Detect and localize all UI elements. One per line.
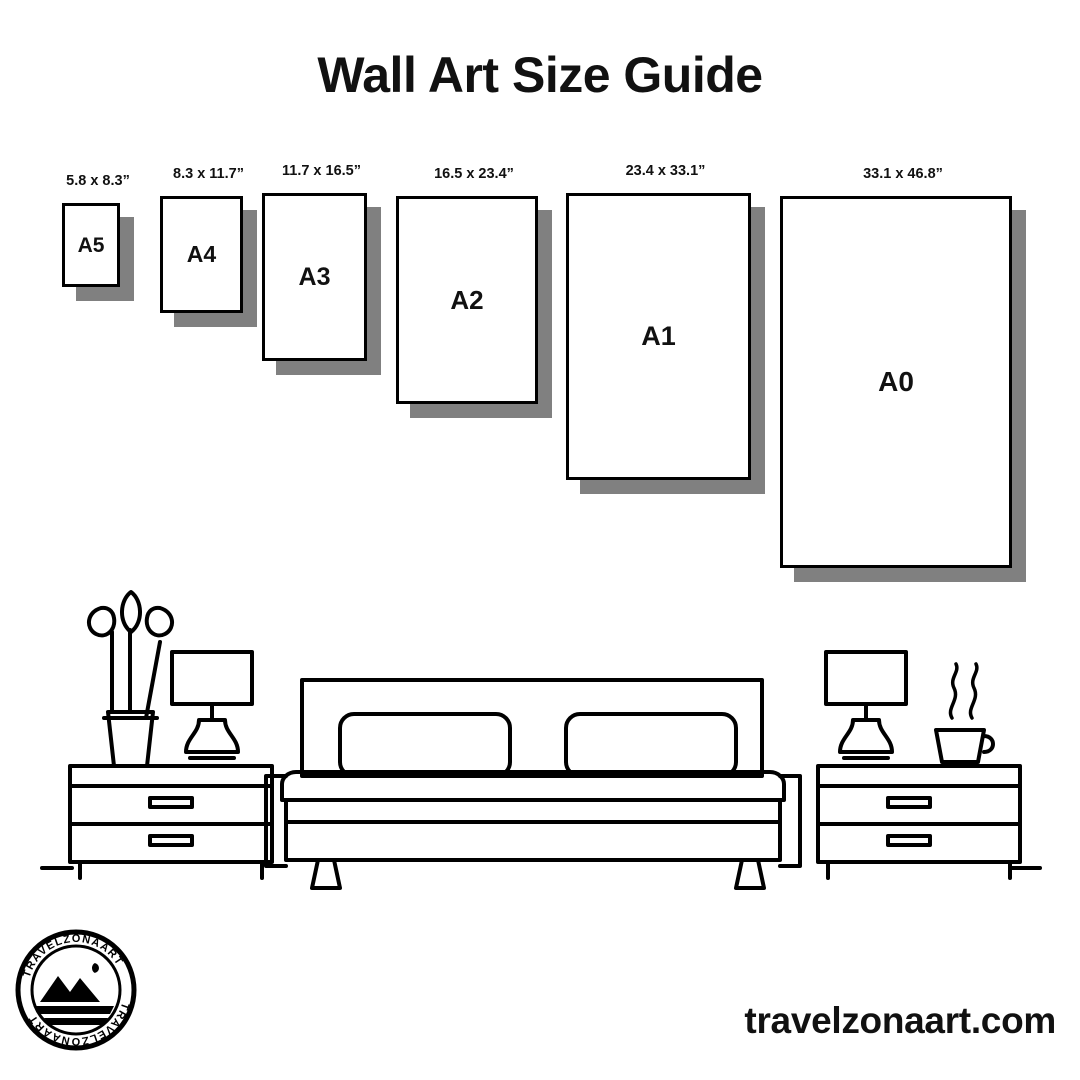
frame-a4[interactable] xyxy=(160,196,243,313)
frame-size-label: A2 xyxy=(450,285,484,315)
table-lamp-left-icon xyxy=(172,652,252,758)
nightstand-left-icon xyxy=(70,766,272,878)
frame-group-a5 xyxy=(62,173,134,301)
frame-dimension-label: 11.7 x 16.5” xyxy=(281,163,361,179)
bed-icon xyxy=(266,680,800,888)
frame-group-a1 xyxy=(566,163,765,494)
frame-size-label: A1 xyxy=(641,321,676,351)
brand-logo xyxy=(14,928,138,1052)
frame-group-a0 xyxy=(780,166,1026,582)
pillow-left-icon xyxy=(340,714,510,776)
pillow-right-icon xyxy=(566,714,736,776)
frame-size-label: A4 xyxy=(186,241,217,267)
logo-arc-text-top: TRAVELZONAART xyxy=(20,932,126,980)
frame-size-label: A0 xyxy=(878,366,914,397)
page-title: Wall Art Size Guide xyxy=(317,47,763,103)
frame-a3[interactable] xyxy=(262,193,367,361)
frame-size-label: A5 xyxy=(77,233,105,257)
frame-dimension-label: 23.4 x 33.1” xyxy=(625,163,706,179)
vase-with-plant-icon xyxy=(89,592,172,766)
frame-a0[interactable] xyxy=(780,196,1012,568)
frame-dimension-label: 33.1 x 46.8” xyxy=(863,166,943,182)
frame-a2[interactable] xyxy=(396,196,538,404)
coffee-cup-icon xyxy=(926,664,994,766)
bedroom-illustration xyxy=(0,570,1080,900)
website-url: travelzonaart.com xyxy=(744,1000,1056,1041)
nightstand-right-icon xyxy=(818,766,1020,878)
frame-dimension-label: 8.3 x 11.7” xyxy=(173,166,244,182)
frame-a5[interactable] xyxy=(62,203,120,287)
frame-group-a2 xyxy=(396,166,552,418)
frame-dimension-label: 16.5 x 23.4” xyxy=(434,166,514,182)
frame-group-a3 xyxy=(262,163,381,375)
frame-dimension-label: 5.8 x 8.3” xyxy=(66,173,130,189)
frame-size-label: A3 xyxy=(298,262,331,291)
logo-arc-text-bottom: TRAVELZONAART xyxy=(26,1000,132,1048)
frame-a1[interactable] xyxy=(566,193,751,480)
table-lamp-right-icon xyxy=(826,652,906,758)
frame-group-a4 xyxy=(160,166,257,327)
